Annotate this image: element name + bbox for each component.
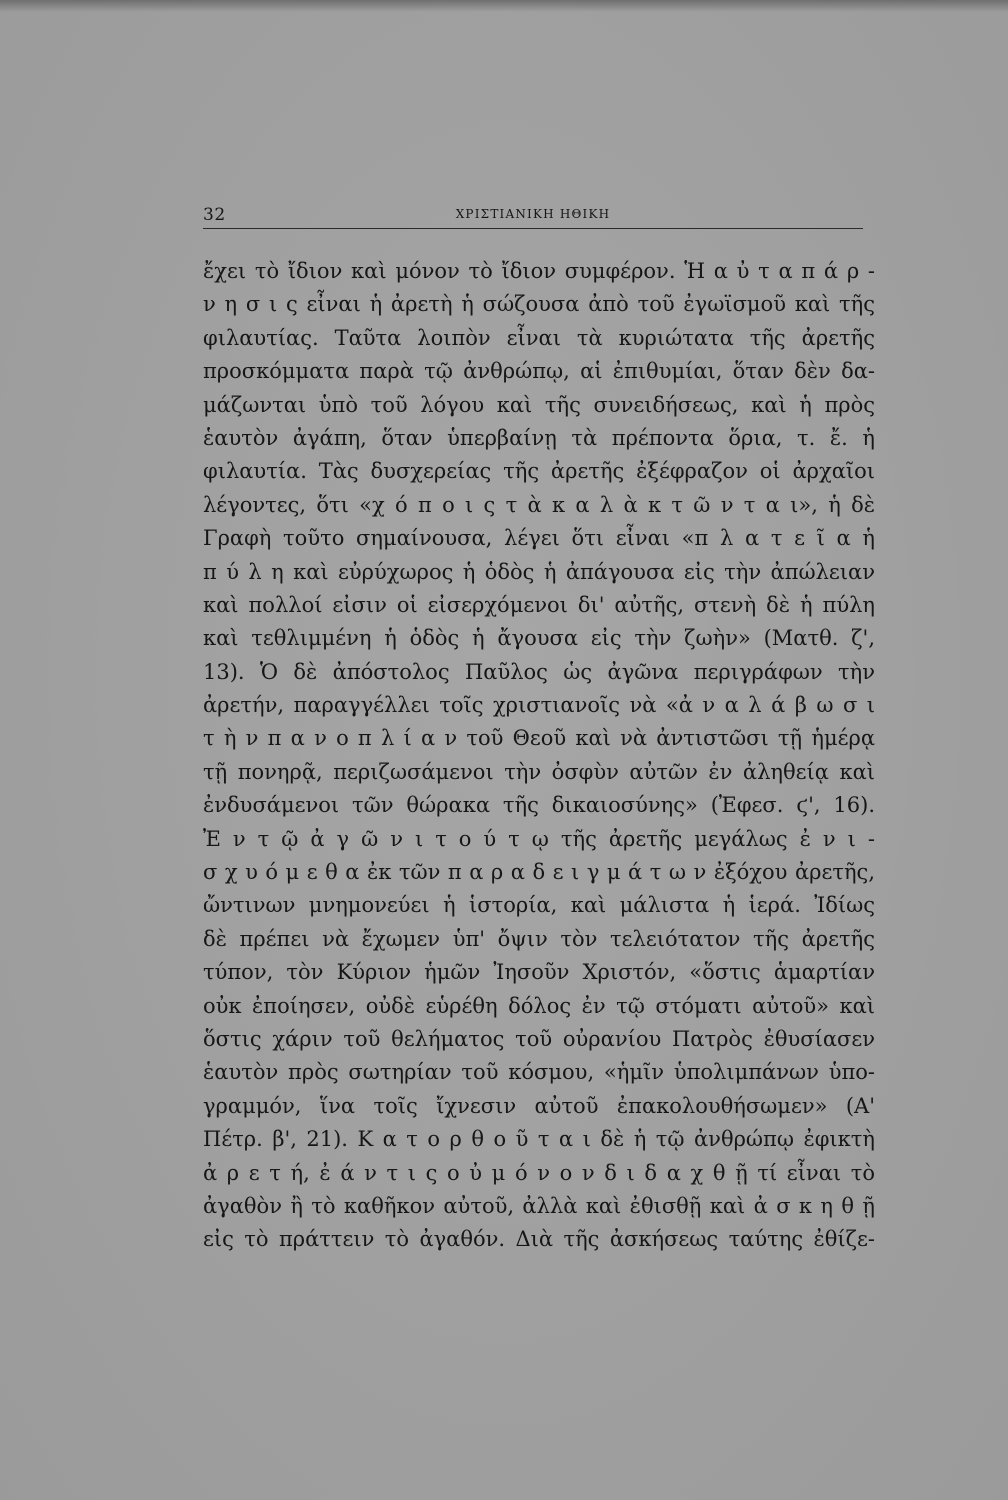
text-line: καὶ πολλοί εἰσιν οἱ εἰσερχόμενοι δι' αὐτῆς, στενὴ δὲ ἡ πύλη (203, 592, 875, 617)
text-line: τῇ πονηρᾷ, περιζωσάμενοι τὴν ὀσφὺν αὐτῶν ἐν ἀληθείᾳ καὶ (203, 759, 875, 784)
text-line: τύπον, τὸν Κύριον ἡμῶν Ἰησοῦν Χριστόν, «ὅστις ἁμαρτίαν (203, 960, 875, 985)
text-line: καὶ τεθλιμμένη ἡ ὁδὸς ἡ ἄγουσα εἰς τὴν ζωὴν» (Ματθ. ζ', (203, 626, 875, 651)
running-title: ΧΡΙΣΤΙΑΝΙΚΗ ΗΘΙΚΗ (455, 207, 611, 221)
text-line: Πέτρ. β', 21). Κ α τ ο ρ θ ο ῦ τ α ι δὲ ἡ τῷ ἀνθρώπῳ ἐφικτὴ (203, 1127, 875, 1152)
text-line: τ ὴ ν π α ν ο π λ ί α ν τοῦ Θεοῦ καὶ νὰ ἀντιστῶσι τῇ ἡμέρᾳ (203, 726, 875, 751)
running-header (203, 205, 863, 227)
text-line: προσκόμματα παρὰ τῷ ἀνθρώπῳ, αἱ ἐπιθυμίαι, ὅταν δὲν δα- (203, 359, 875, 384)
page-top-shadow (0, 0, 1008, 12)
text-line: Γραφὴ τοῦτο σημαίνουσα, λέγει ὅτι εἶναι «π λ α τ ε ῖ α ἡ (203, 526, 875, 551)
text-line: ὅστις χάριν τοῦ θελήματος τοῦ οὐρανίου Πατρὸς ἐθυσίασεν (203, 1026, 875, 1051)
text-line: εἰς τὸ πράττειν τὸ ἀγαθόν. Διὰ τῆς ἀσκήσεως ταύτης ἐθίζε- (203, 1227, 875, 1252)
text-line: φιλαυτίας. Ταῦτα λοιπὸν εἶναι τὰ κυριώτατα τῆς ἀρετῆς (203, 325, 875, 350)
body-text (203, 255, 875, 1257)
text-line: ἐνδυσάμενοι τῶν θώρακα τῆς δικαιοσύνης» (Ἐφεσ. ϛ', 16). (203, 793, 875, 818)
text-line: π ύ λ η καὶ εὐρύχωρος ἡ ὁδὸς ἡ ἀπάγουσα εἰς τὴν ἀπώλειαν (203, 559, 875, 584)
text-line: οὐκ ἐποίησεν, οὐδὲ εὑρέθη δόλος ἐν τῷ στόματι αὐτοῦ» καὶ (203, 993, 875, 1018)
text-line: Ἐ ν τ ῷ ἀ γ ῶ ν ι τ ο ύ τ ῳ τῆς ἀρετῆς μεγάλως ἐ ν ι - (203, 826, 875, 851)
text-line: ἀρετήν, παραγγέλλει τοῖς χριστιανοῖς νὰ «ἀ ν α λ ά β ω σ ι (203, 693, 875, 718)
page-number: 32 (203, 205, 226, 225)
text-line: ἔχει τὸ ἴδιον καὶ μόνον τὸ ἴδιον συμφέρον. Ἡ α ὐ τ α π ά ρ - (203, 259, 875, 283)
text-line: ὤντινων μνημονεύει ἡ ἱστορία, καὶ μάλιστα ἡ ἱερά. Ἰδίως (203, 893, 875, 918)
text-line: σ χ υ ό μ ε θ α ἐκ τῶν π α ρ α δ ε ι γ μ ά τ ω ν ἐξόχου ἀρετῆς, (203, 860, 875, 885)
header-rule (203, 228, 863, 229)
text-line: φιλαυτία. Τὰς δυσχερείας τῆς ἀρετῆς ἐξέφραζον οἱ ἀρχαῖοι (203, 459, 875, 484)
text-line: δὲ πρέπει νὰ ἔχωμεν ὑπ' ὄψιν τὸν τελειότατον τῆς ἀρετῆς (203, 926, 875, 951)
text-line: ἀ ρ ε τ ή, ἐ ά ν τ ι ς ο ὐ μ ό ν ο ν δ ι δ α χ θ ῇ τί εἶναι τὸ (203, 1160, 875, 1185)
text-line: ἑαυτὸν πρὸς σωτηρίαν τοῦ κόσμου, «ἡμῖν ὑπολιμπάνων ὑπο- (203, 1060, 875, 1085)
text-line: λέγοντες, ὅτι «χ ό π ο ι ς τ ὰ κ α λ ὰ κ τ ῶ ν τ α ι», ἡ δὲ (203, 492, 875, 517)
text-line: ν η σ ι ς εἶναι ἡ ἀρετὴ ἡ σώζουσα ἀπὸ τοῦ ἐγωϊσμοῦ καὶ τῆς (203, 292, 875, 317)
text-line: ἑαυτὸν ἀγάπη, ὅταν ὑπερβαίνῃ τὰ πρέποντα ὅρια, τ. ἔ. ἡ (203, 425, 875, 450)
text-line: ἀγαθὸν ἢ τὸ καθῆκον αὐτοῦ, ἀλλὰ καὶ ἐθισθῇ καὶ ἀ σ κ η θ ῇ (203, 1193, 875, 1218)
text-line: μάζωνται ὑπὸ τοῦ λόγου καὶ τῆς συνειδήσεως, καὶ ἡ πρὸς (203, 392, 875, 417)
text-line: γραμμόν, ἵνα τοῖς ἴχνεσιν αὐτοῦ ἐπακολουθήσωμεν» (Α' (203, 1093, 875, 1118)
text-line: 13). Ὁ δὲ ἀπόστολος Παῦλος ὡς ἀγῶνα περιγράφων τὴν (203, 659, 875, 684)
